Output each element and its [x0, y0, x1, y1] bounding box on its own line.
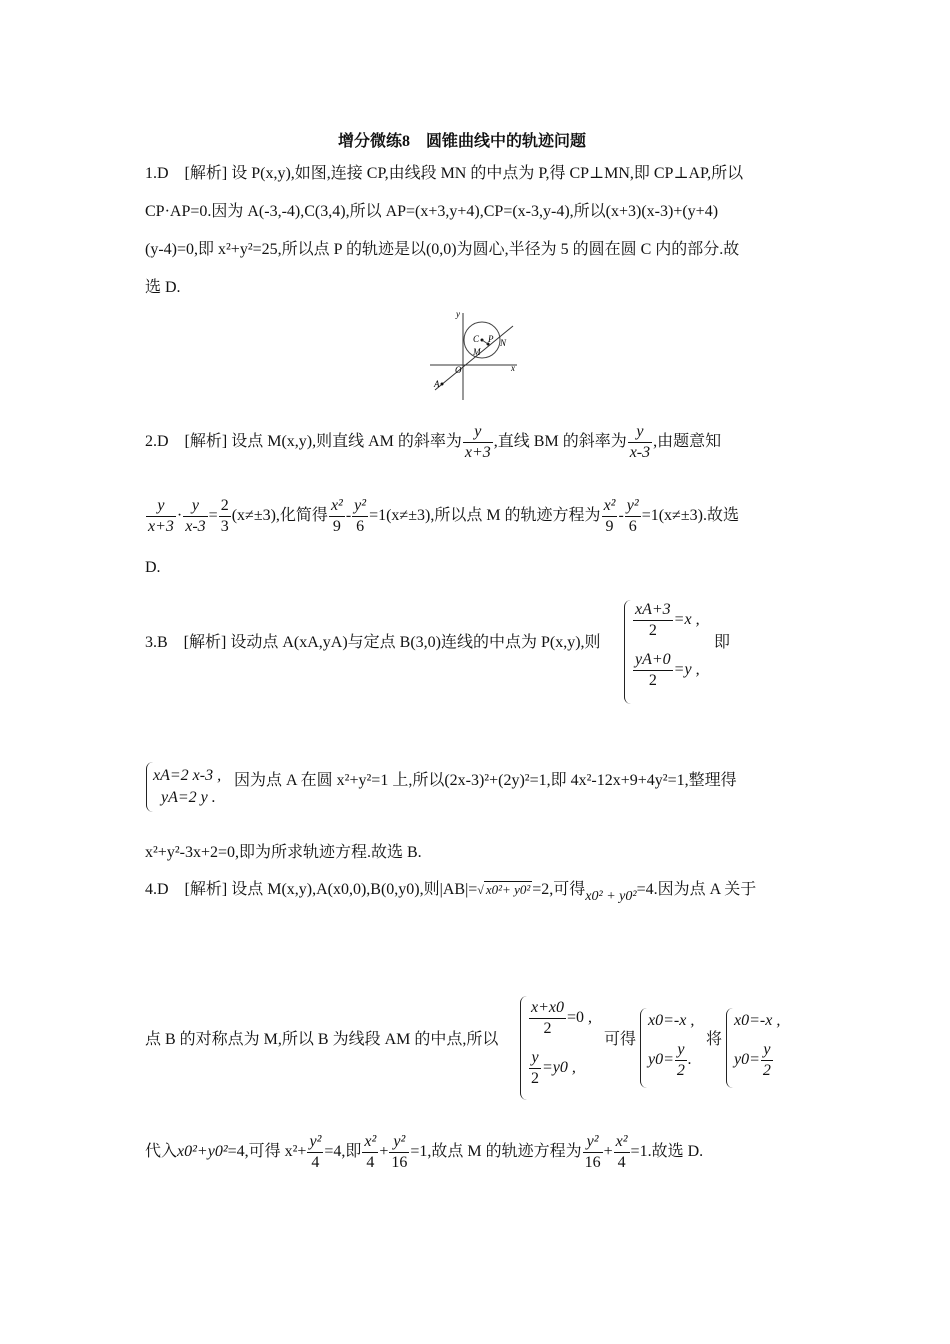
q4-system-3: x0=-x , y0= $\frac{y}{2}$: [734, 1012, 781, 1079]
q4-brace-3: [726, 1008, 733, 1088]
q1-figure: [425, 308, 525, 403]
label-a: A: [434, 379, 440, 389]
label-o: O: [455, 365, 462, 375]
label-p: P: [488, 334, 494, 344]
point-a: [441, 383, 444, 386]
q3-line-2: 因为点 A 在圆 x²+y²=1 上,所以(2x-3)²+(2y)²=1,即 4x²-12x+9+4y²=1,整理得: [234, 772, 737, 789]
page-title: 增分微练8 圆锥曲线中的轨迹问题: [338, 133, 587, 150]
q1-line-1: 1.D [解析] 设 P(x,y),如图,连接 CP,由线段 MN 的中点为 P,得 CP⊥MN,即 CP⊥AP,所以: [145, 165, 744, 182]
q2-line-3: D.: [145, 559, 161, 576]
q4-jiang: 将: [706, 1031, 723, 1048]
q3-brace-1: [624, 600, 631, 704]
q2-line-1: 2.D [解析] 设点 M(x,y),则直线 AM 的斜率为 $\frac{y}{x+3}$ ,直线 BM 的斜率为 $\frac{y}{x-3}$ ,由题意知: [145, 423, 722, 461]
label-m: M: [473, 347, 481, 357]
q3-line-1: 3.B [解析] 设动点 A(xA,yA)与定点 B(3,0)连线的中点为 P(x,y),则: [145, 634, 601, 651]
q1-line-2: CP·AP=0.因为 A(-3,-4),C(3,4),所以 AP=(x+3,y+4),CP=(x-3,y-4),所以(x+3)(x-3)+(y+4): [145, 203, 719, 220]
q4-line-2: 点 B 的对称点为 M,所以 B 为线段 AM 的中点,所以: [145, 1031, 499, 1048]
q3-system-2: xA=2 x-3 , yA=2 y .: [153, 767, 222, 806]
q4-line-3: 代入x0²+y0²=4,可得 x²+ $\frac{\text{y²}}{4}$ =4,即 $\frac{\text{x²}}{4}$ + $\frac{\text{y²}}{16}$ =1,故点 M 的轨迹方程为 $\frac{\text{y²}}{16}$ + $\frac{\text{x²}}{4}$ =1.故选 D.: [145, 1133, 704, 1171]
q3-brace-2: [146, 762, 153, 812]
label-x: x: [511, 363, 515, 373]
q3-system-1: $\frac{xA+3}{2}$ =x , $\frac{yA+0}{2}$ =y ,: [635, 601, 700, 689]
q1-line-4: 选 D.: [145, 279, 181, 296]
q4-system-1: $\frac{x+x0}{2}$ =0 , $\frac{y}{2}$ =y0 ,: [531, 999, 593, 1087]
q4-system-2: x0=-x , y0= $\frac{y}{2}$ .: [648, 1012, 695, 1079]
label-y: y: [456, 309, 460, 319]
q4-line-1: 4.D [解析] 设点 M(x,y),A(x0,0),B(0,y0),则|AB|=√ x0²+ y0² =2,可得x0² + y0²=4.因为点 A 关于: [145, 881, 757, 904]
label-n: N: [500, 338, 507, 348]
q4-brace-2: [640, 1008, 647, 1088]
q3-line-3: x²+y²-3x+2=0,即为所求轨迹方程.故选 B.: [145, 844, 422, 861]
q1-line-3: (y-4)=0,即 x²+y²=25,所以点 P 的轨迹是以(0,0)为圆心,半径为 5 的圆在圆 C 内的部分.故: [145, 241, 740, 258]
q4-kede: 可得: [604, 1031, 637, 1048]
label-c: C: [473, 334, 480, 344]
q4-brace-1: [520, 996, 527, 1100]
q2-line-2: $\frac{y}{x+3}$ · $\frac{y}{x-3}$ = $\frac{2}{3}$ (x≠±3),化简得 $\frac{\text{x²}}{9}$ - $\frac{\text{y²}}{6}$ =1(x≠±3),所以点 M 的轨迹方程为 $\frac{\text{x²}}{9}$ - $\frac{\text{y²}}{6}$ =1(x≠±3).故选: [148, 497, 739, 535]
q3-ji: 即: [714, 634, 731, 651]
